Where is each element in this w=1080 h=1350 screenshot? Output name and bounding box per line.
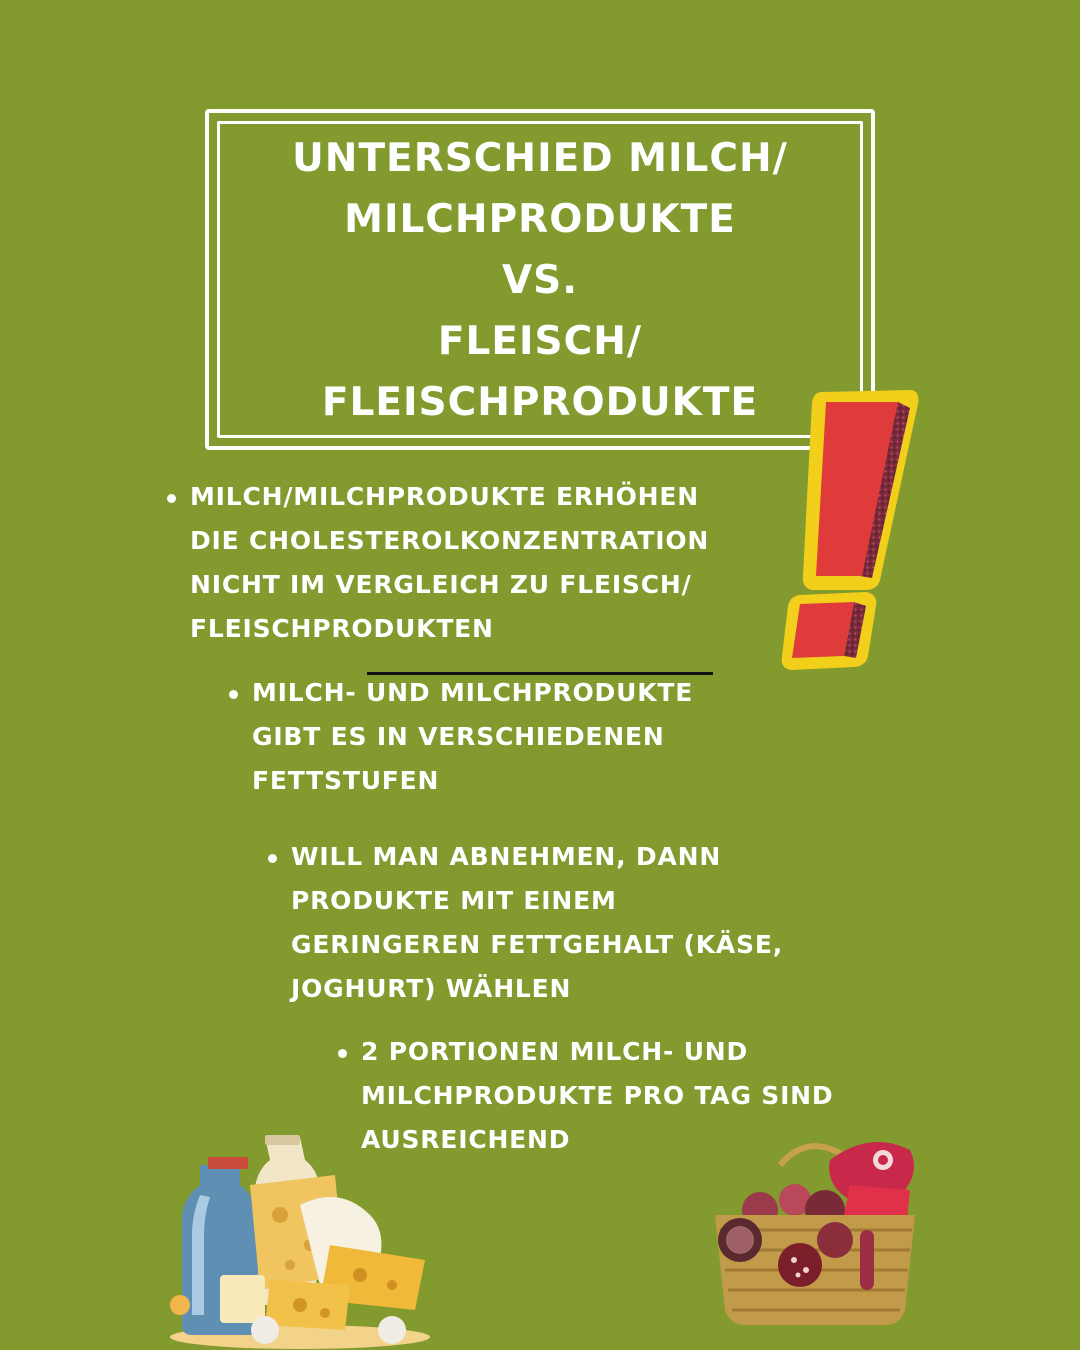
bullet-dot (167, 494, 176, 503)
bullet-line: WILL MAN ABNEHMEN, DANN (291, 842, 722, 871)
dairy-products-illustration (160, 1125, 440, 1350)
bullet-dot (268, 854, 277, 863)
bullet-dot (229, 690, 238, 699)
meat-basket-illustration (700, 1130, 930, 1330)
bullet-line: GIBT ES IN VERSCHIEDENEN (252, 722, 665, 751)
bullet-line: FETTSTUFEN (252, 766, 440, 795)
title-line-4: FLEISCH/ (437, 319, 643, 364)
title-line-2: MILCHPRODUKTE (344, 197, 736, 242)
bullet-line: 2 PORTIONEN MILCH- UND (361, 1037, 749, 1066)
bullet-line: JOGHURT) WÄHLEN (291, 974, 572, 1003)
bullet-line: DIE CHOLESTEROLKONZENTRATION (190, 526, 710, 555)
bullet-dot (338, 1049, 347, 1058)
bullet-item-cholesterol (190, 475, 810, 651)
bullet-line: FLEISCHPRODUKTEN (190, 614, 494, 643)
bullet-item-fat-levels (252, 671, 772, 803)
bullet-line: PRODUKTE MIT EINEM (291, 886, 617, 915)
bullet-line: MILCHPRODUKTE PRO TAG SIND (361, 1081, 834, 1110)
bullet-line: GERINGEREN FETTGEHALT (KÄSE, (291, 930, 784, 959)
title-line-1: UNTERSCHIED MILCH/ (292, 136, 788, 181)
bullet-line: NICHT IM VERGLEICH ZU FLEISCH/ (190, 570, 692, 599)
page-title (230, 128, 850, 433)
title-line-5: FLEISCHPRODUKTE (321, 380, 759, 425)
bullet-line: AUSREICHEND (361, 1125, 571, 1154)
bullet-line: MILCH- UND MILCHPRODUKTE (252, 678, 694, 707)
bullet-line: MILCH/MILCHPRODUKTE ERHÖHEN (190, 482, 700, 511)
bullet-item-weight-loss (291, 835, 881, 1011)
title-line-3: VS. (501, 258, 579, 303)
